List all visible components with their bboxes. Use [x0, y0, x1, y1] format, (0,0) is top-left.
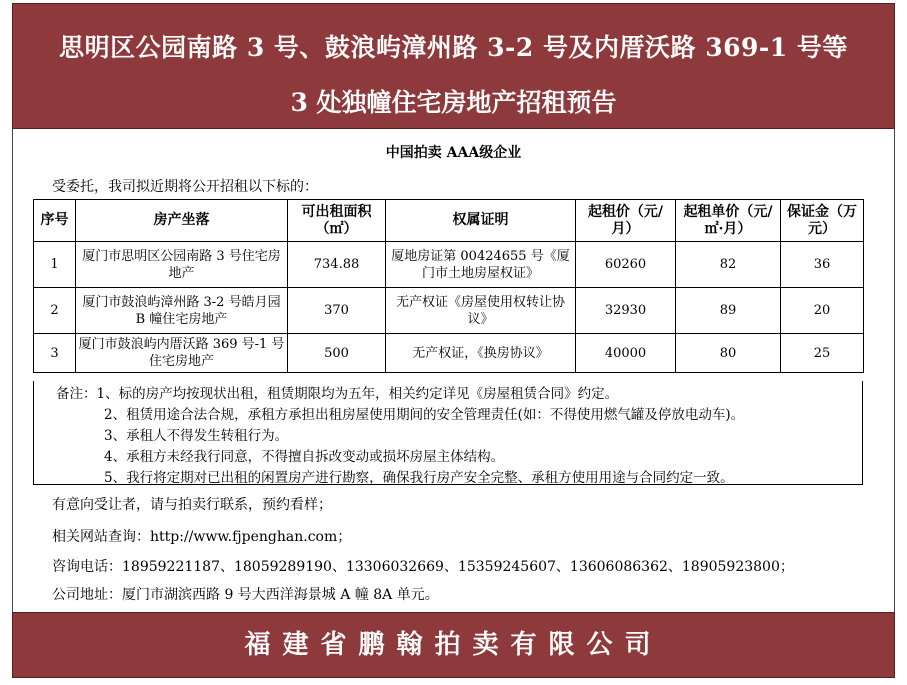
table-cell: 36	[781, 242, 864, 288]
title-banner	[12, 3, 895, 129]
header-cell: 权属证明	[386, 200, 576, 242]
property-table	[33, 199, 864, 373]
table-cell: 32930	[576, 288, 676, 334]
table-cell: 89	[676, 288, 781, 334]
table-cell: 厦地房证第 00424655 号《厦门市土地房屋权证》	[386, 242, 576, 288]
website-text: 相关网站查询：http://www.fjpenghan.com；	[52, 529, 352, 545]
title-line-1: 思明区公园南路 3 号、鼓浪屿漳州路 3-2 号及内厝沃路 369-1 号等	[59, 33, 848, 62]
company-name-banner: 福建省鹏翰拍卖有限公司	[12, 612, 895, 678]
address-text: 公司地址：厦门市湖滨西路 9 号大西洋海景城 A 幢 8A 单元。	[52, 587, 439, 603]
table-row	[34, 334, 864, 373]
note-line: 3、承租人不得发生转租行为。	[104, 428, 289, 444]
header-cell: 起租价（元/月）	[576, 200, 676, 242]
table-cell: 734.88	[288, 242, 386, 288]
note-line: 5、我行将定期对已出租的闲置房产进行勘察，确保我行房产安全完整、承租方使用用途与合同约定一致。	[104, 470, 734, 486]
company-rating: 中国拍卖 AAA级企业	[385, 145, 522, 161]
table-cell: 25	[781, 334, 864, 373]
note-line: 2、租赁用途合法合规，承租方承担出租房屋使用期间的安全管理责任(如：不得使用燃气罐及停放电动车)。	[104, 407, 745, 423]
table-cell: 1	[34, 242, 76, 288]
table-cell: 厦门市鼓浪屿内厝沃路 369 号-1 号住宅房地产	[76, 334, 288, 373]
intro-text: 受委托，我司拟近期将公开招租以下标的：	[52, 179, 318, 195]
notes-box	[33, 381, 863, 485]
header-cell: 序号	[34, 200, 76, 242]
table-cell: 厦门市鼓浪屿漳州路 3-2 号皓月园 B 幢住宅房地产	[76, 288, 288, 334]
note-line: 备注：1、标的房产均按现状出租，租赁期限均为五年，相关约定详见《房屋租赁合同》约定。	[56, 386, 619, 402]
header-cell: 可出租面积（㎡）	[288, 200, 386, 242]
table-cell: 370	[288, 288, 386, 334]
title-line-2: 3 处独幢住宅房地产招租预告	[290, 88, 617, 117]
header-cell: 房产坐落	[76, 200, 288, 242]
header-cell: 保证金（万元）	[781, 200, 864, 242]
table-row	[34, 242, 864, 288]
table-cell: 2	[34, 288, 76, 334]
phone-text: 咨询电话：18959221187、18059289190、13306032669、15359245607、13606086362、18905923800；	[52, 559, 794, 575]
table-cell: 500	[288, 334, 386, 373]
table-cell: 厦门市思明区公园南路 3 号住宅房地产	[76, 242, 288, 288]
table-cell: 80	[676, 334, 781, 373]
table-cell: 无产权证《房屋使用权转让协议》	[386, 288, 576, 334]
table-cell: 40000	[576, 334, 676, 373]
table-cell: 82	[676, 242, 781, 288]
note-line: 4、承租方未经我行同意，不得擅自拆改变动或损坏房屋主体结构。	[104, 449, 505, 465]
table-cell: 20	[781, 288, 864, 334]
table-cell: 60260	[576, 242, 676, 288]
table-cell: 无产权证，《换房协议》	[386, 334, 576, 373]
invite-text: 有意向受让者，请与拍卖行联系，预约看样；	[52, 497, 332, 513]
table-cell: 3	[34, 334, 76, 373]
header-cell: 起租单价（元/㎡·月）	[676, 200, 781, 242]
table-row	[34, 288, 864, 334]
table-header-row	[34, 200, 864, 242]
